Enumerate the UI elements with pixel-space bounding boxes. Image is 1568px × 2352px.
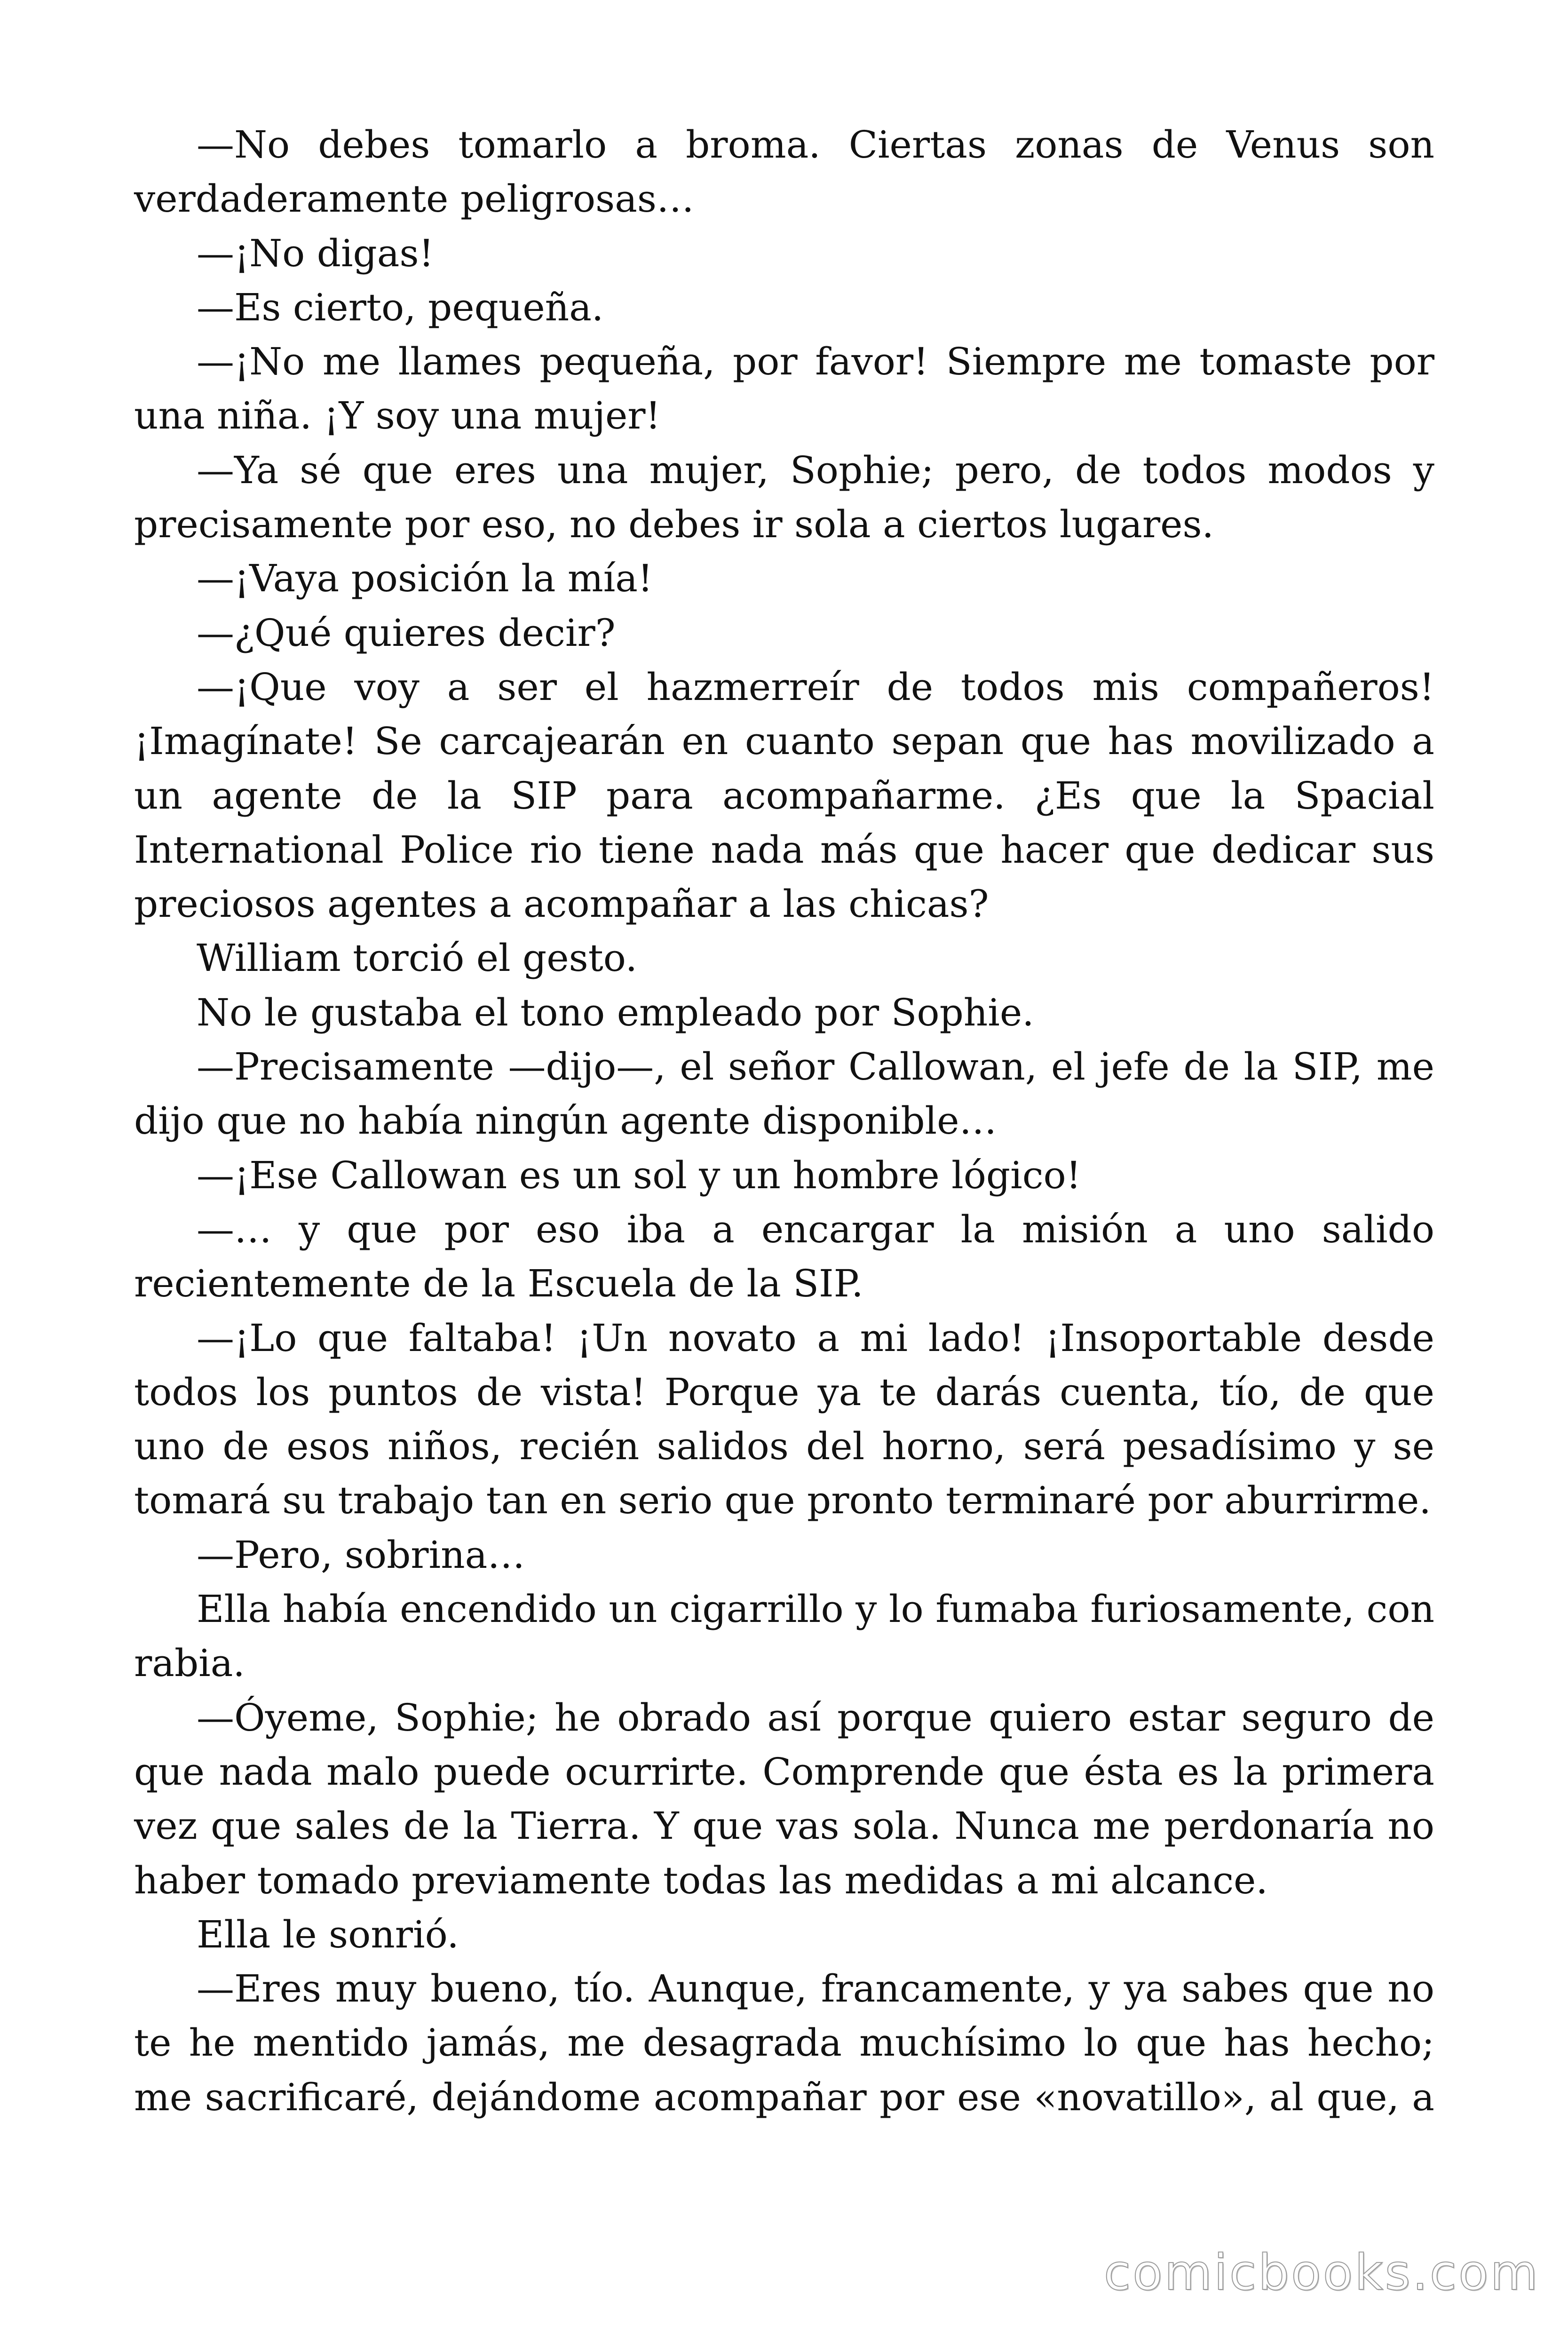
paragraph: —¡Vaya posición la mía! [197, 556, 653, 601]
paragraph: —Precisamente —dijo—, el señor Callowan, el jefe de la SIP, me dijo que no había ningún agente disponible… [134, 1045, 1434, 1143]
paragraph: Ella había encendido un cigarrillo y lo fumaba furiosamente, con rabia. [134, 1587, 1434, 1685]
paragraph: —No debes tomarlo a broma. Ciertas zonas de Venus son verdaderamente peligrosas… [134, 123, 1434, 221]
watermark: comicbooks.com [1103, 2244, 1540, 2301]
paragraph: —Pero, sobrina… [197, 1533, 525, 1577]
paragraph: No le gustaba el tono empleado por Sophie. [197, 990, 1034, 1034]
paragraph: —Eres muy bueno, tío. Aunque, francamente, y ya sabes que no te he mentido jamás, me desagrada muchísimo lo que has hecho; me sacrificaré, dejándome acompañar por ese «novatillo», al que, a [134, 1967, 1434, 2119]
paragraph: —¡Que voy a ser el hazmerreír de todos mis compañeros! ¡Imagínate! Se carcajearán en cuanto sepan que has movilizado a un agente de la SIP para acompañarme. ¿Es que la Spacial International Police rio tiene nada más que hacer que dedicar sus preciosos agentes a acompañar a las chicas? [134, 665, 1434, 926]
paragraph: —Ya sé que eres una mujer, Sophie; pero, de todos modos y precisamente por eso, no debes ir sola a ciertos lugares. [134, 448, 1434, 547]
paragraph: —¡Ese Callowan es un sol y un hombre lógico! [197, 1153, 1081, 1197]
paragraph: —… y que por eso iba a encargar la misión a uno salido recientemente de la Escuela de la SIP. [134, 1207, 1434, 1306]
paragraph: —¿Qué quieres decir? [197, 611, 616, 655]
body-text [134, 118, 1434, 2124]
paragraph: —¡No me llames pequeña, por favor! Siempre me tomaste por una niña. ¡Y soy una mujer! [134, 340, 1434, 438]
paragraph: —Es cierto, pequeña. [197, 285, 604, 329]
paragraph: —¡No digas! [197, 231, 434, 275]
paragraph: —Óyeme, Sophie; he obrado así porque quiero estar seguro de que nada malo puede ocurrirte. Comprende que ésta es la primera vez que sales de la Tierra. Y que vas sola. Nunca me perdonaría no haber tomado previamente todas las medidas a mi alcance. [134, 1695, 1434, 1902]
paragraph: Ella le sonrió. [197, 1912, 459, 1956]
paragraph: —¡Lo que faltaba! ¡Un novato a mi lado! ¡Insoportable desde todos los puntos de vista! Porque ya te darás cuenta, tío, de que uno de esos niños, recién salidos del horno, será pesadísimo y se tomará su trabajo tan en serio que pronto terminaré por aburrirme. [134, 1316, 1434, 1523]
paragraph: William torció el gesto. [197, 936, 637, 980]
